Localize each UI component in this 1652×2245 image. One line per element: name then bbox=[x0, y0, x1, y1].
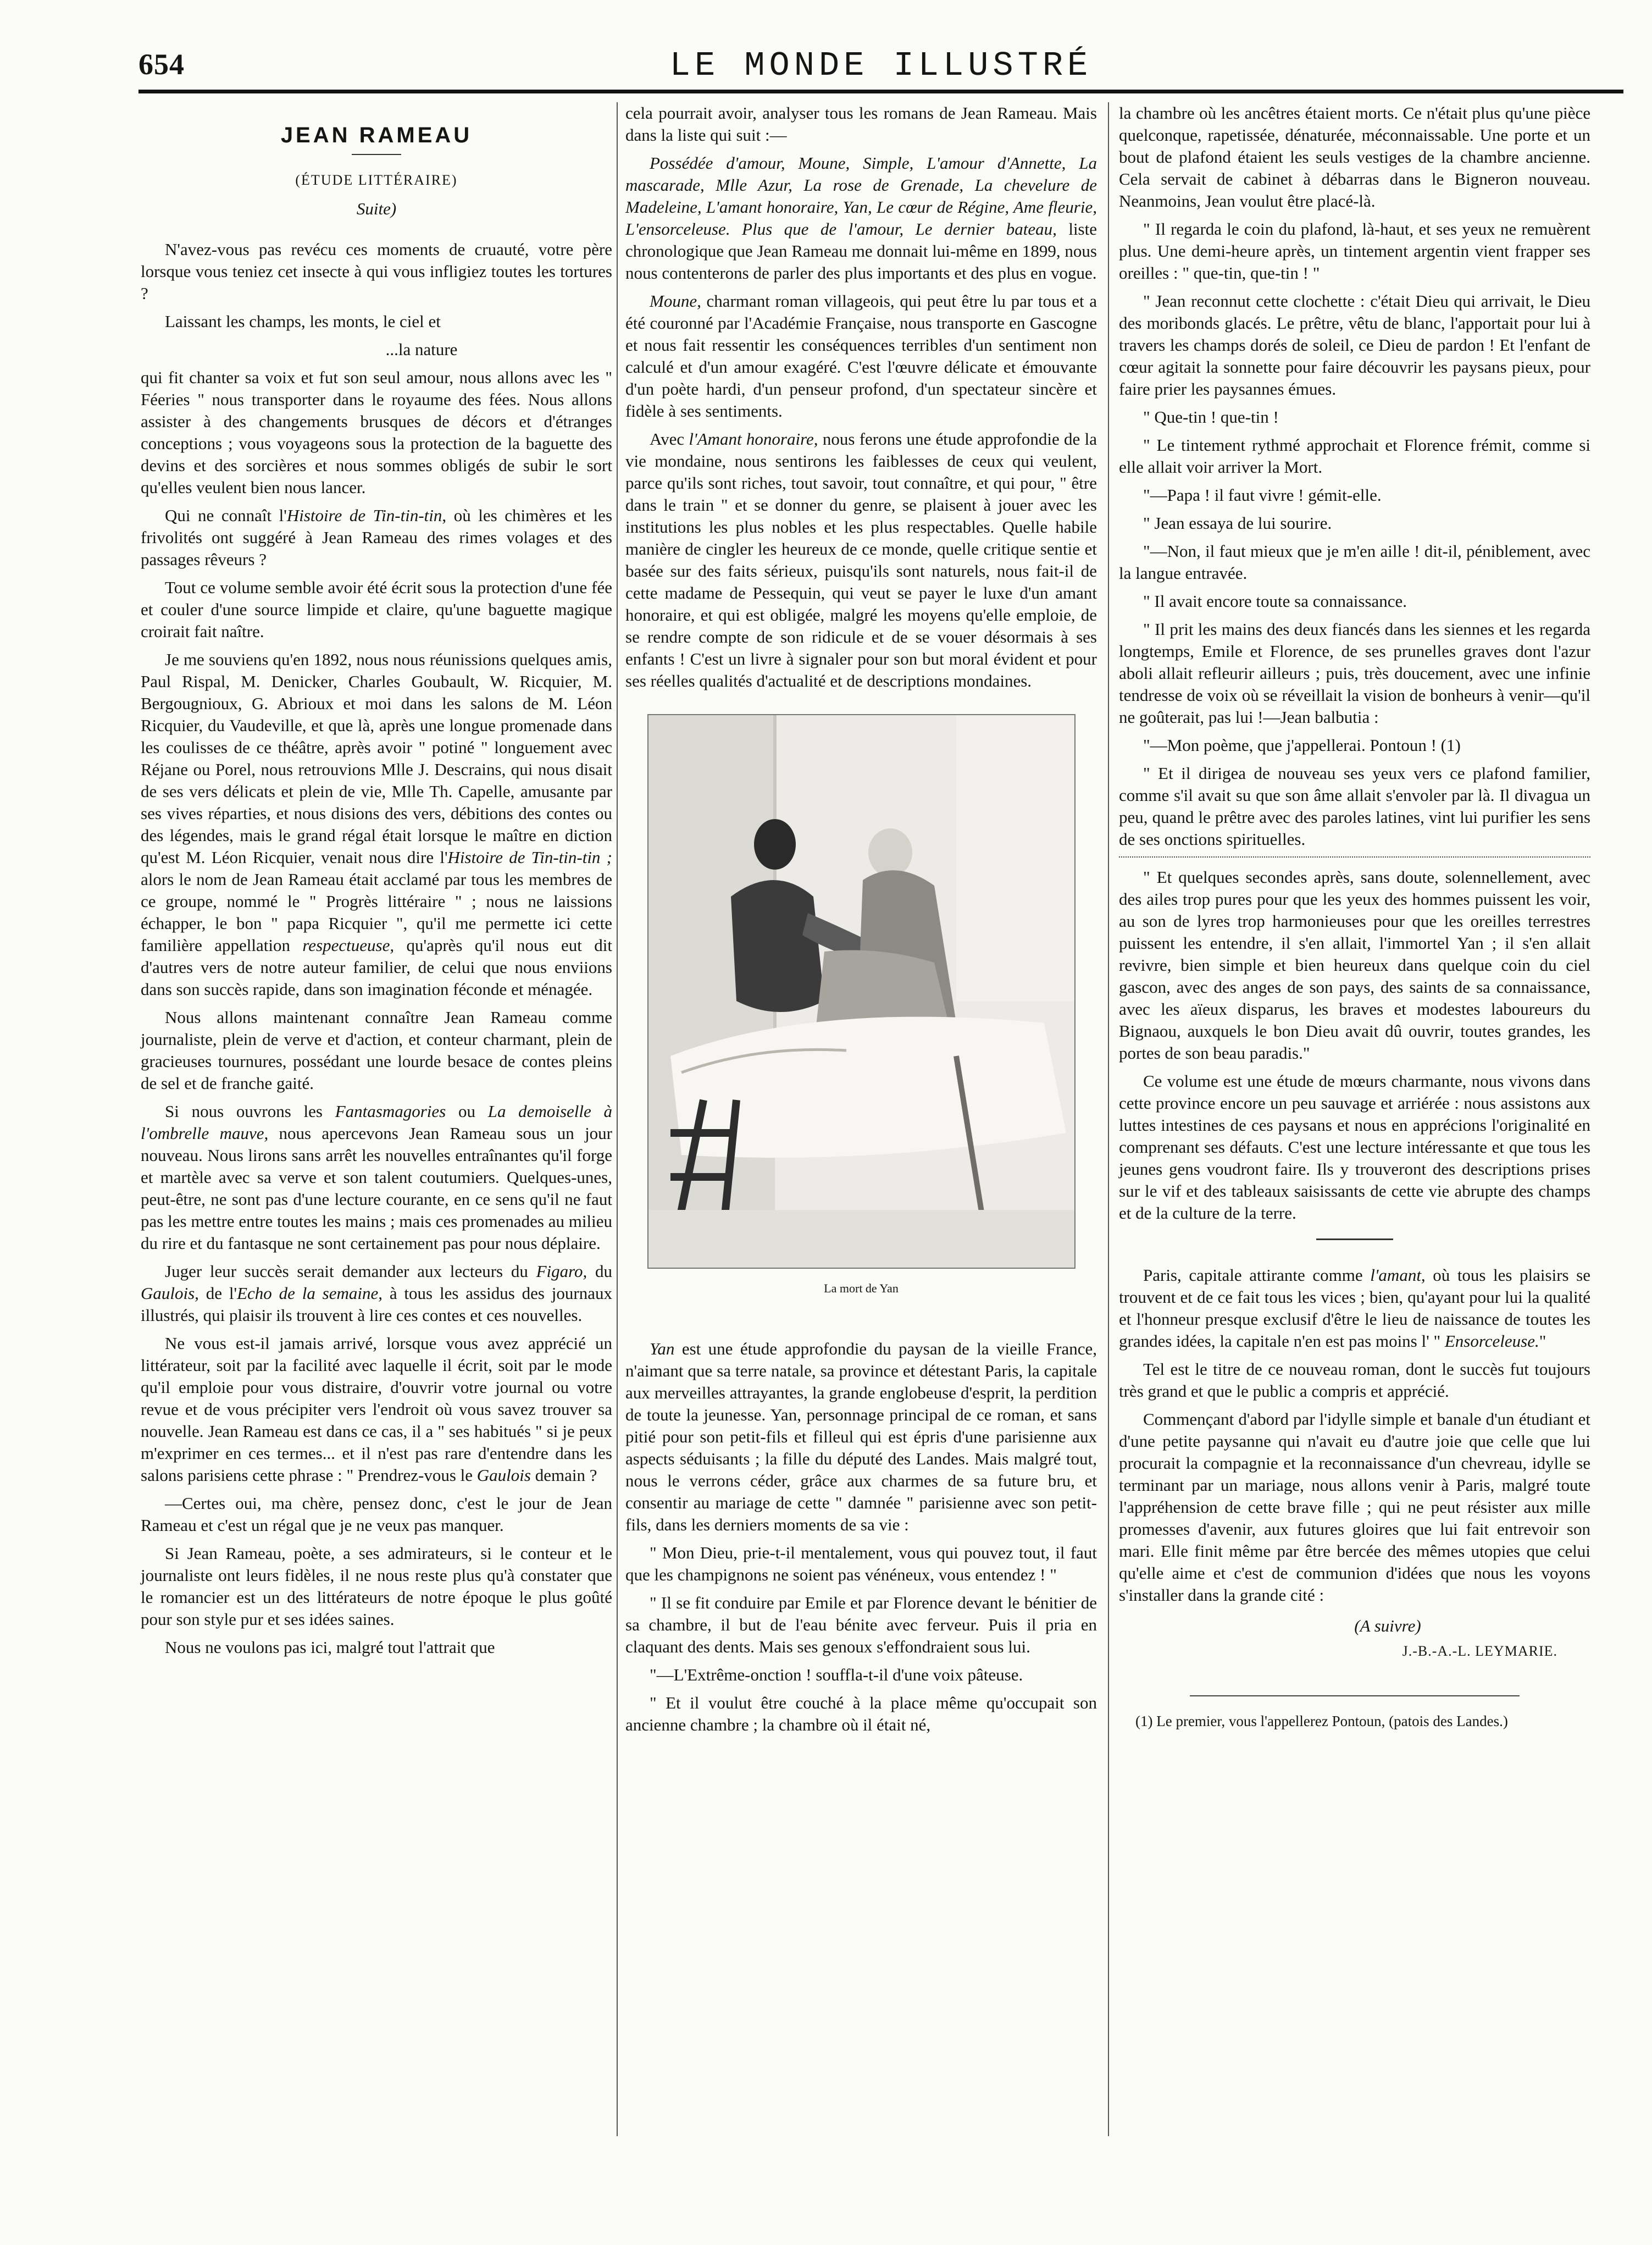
to-be-continued: (A suivre) bbox=[1354, 1616, 1421, 1635]
header-rule bbox=[138, 90, 1623, 93]
paragraph: cela pourrait avoir, analyser tous les romans de Jean Rameau. Mais dans la liste qui suit :— bbox=[625, 103, 1097, 145]
paragraph: la chambre où les ancêtres étaient morts. Ce n'était plus qu'une pièce quelconque, rapetissée, dénaturée, méconnaissable. Une porte et un bout de plafond étaient les seuls vestiges de la chambre ancienne. Cela servait de cabinet à débarras dans le Bigneron nouveau. Neanmoins, Jean voulut être placé-là. bbox=[1119, 103, 1590, 211]
paragraph: Je me souviens qu'en 1892, nous nous réunissions quelques amis, Paul Rispal, M. Denicker, Charles Goubault, W. Ricquier, M. Bergougnioux, G. Abrioux et moi dans les salons de M. Léon Ricquier, du Vaudeville, et que là, après une longue promenade dans les coulisses de ce théâtre, après avoir " potiné " longuement avec Réjane ou Porel, nous retrouvions Mlle J. Descrains, qui nous disait de ses vers délicats et plein de vie, Mlle Th. Capelle, amusante par ses vives réparties, et nous disions des vers, débitions des contes ou des légendes, mais le grand régal était lorsque le maître en diction qu'est M. Léon Ricquier, venait nous dire l'Histoire de Tin-tin-tin ; alors le nom de Jean Rameau était acclamé par tous les membres de ce groupe, nommé le " Progrès littéraire " ; nous ne laissions échapper, le bon " papa Ricquier ", qu'il me permette ici cette familière appellation respectueuse, qu'après qu'il nous eut dit d'autres vers de notre auteur familier, de celui que nous enviions dans son succès rapide, dans son imagination féconde et ménagée. bbox=[141, 650, 612, 999]
paragraph: Yan est une étude approfondie du paysan de la vieille France, n'aimant que sa terre natale, sa province et détestant Paris, la capitale aux merveilles attrayantes, la grande englobeuse d'esprit, la perdition de toute la jeunesse. Yan, personnage principal de ce roman, et sans pitié pour son petit-fils et filleul qui est épris d'une parisienne aux aspects séduisants ; la fille du député des Landes. Mais malgré tout, nous le verrons céder, grâce aux charmes de sa future bru, et consentir au mariage de cette " damnée " parisienne avec son petit-fils, dans les derniers moments de sa vie : bbox=[625, 1339, 1097, 1534]
paragraph: " Que-tin ! que-tin ! bbox=[1143, 407, 1279, 427]
author-signature: J.-B.-A.-L. LEYMARIE. bbox=[1402, 1643, 1557, 1659]
paragraph: "—Non, il faut mieux que je m'en aille ! dit-il, péniblement, avec la langue entravée. bbox=[1119, 541, 1590, 583]
journal-title: LE MONDE ILLUSTRÉ bbox=[669, 46, 1093, 85]
paragraph: " Il se fit conduire par Emile et par Florence devant le bénitier de sa chambre, il but de l'eau bénite avec ferveur. Puis il pria en claquant des dents. Mais ses genoux s'effondraient sous lui. bbox=[625, 1593, 1097, 1656]
paragraph: Ne vous est-il jamais arrivé, lorsque vous avez apprécié un littérateur, soit par la facilité avec laquelle il écrit, soit par le mode qu'il emploie pour vous distraire, d'ouvrir votre journal ou votre revue et de vous précipiter vers l'endroit où vous savez trouver sa nouvelle. Jean Rameau est dans ce cas, il a " ses habitués " si je peux m'exprimer en ces termes... et il n'est pas rare d'entendre dans les salons parisiens cette phrase : " Prendrez-vous le Gaulois demain ? bbox=[141, 1334, 612, 1485]
column-1 bbox=[141, 102, 612, 1665]
paragraph: Si Jean Rameau, poète, a ses admirateurs, si le conteur et le journaliste ont leurs fidèles, il ne nous reste plus qu'à constater que le romancier est un des littérateurs de notre époque le plus goûté pour son style pur et ses idées saines. bbox=[141, 1544, 612, 1629]
article-title: JEAN RAMEAU bbox=[280, 123, 473, 147]
column-3 bbox=[1119, 102, 1590, 1730]
paragraph: Si nous ouvrons les Fantasmagories ou La demoiselle à l'ombrelle mauve, nous apercevons Jean Rameau sous un jour nouveau. Nous lirons sans arrêt les nouvelles entraînantes qu'il forge et martèle avec sa verve et son talent coutumiers. Quelques-unes, peut-être, ne sont pas d'une lecture courante, en ce sens qu'il ne faut pas les mettre entre toutes les mains ; mais ces promenades au milieu du rire et du fantasque ne sont certainement pas pour nous déplaire. bbox=[141, 1102, 613, 1253]
page-header bbox=[138, 44, 1623, 90]
page-number: 654 bbox=[138, 48, 185, 81]
scene-drawing bbox=[648, 715, 1074, 1268]
column-2 bbox=[625, 102, 1097, 1742]
paragraph: Nous allons maintenant connaître Jean Rameau comme journaliste, plein de verve et d'action, et conteur charmant, plein de gracieuses tournures, possédant une lourde besace de contes pleins de sel et de franche gaité. bbox=[141, 1008, 612, 1093]
paragraph: "—Papa ! il faut vivre ! gémit-elle. bbox=[1143, 485, 1382, 505]
paragraph: —Certes oui, ma chère, pensez donc, c'est le jour de Jean Rameau et c'est un régal que je ne veux pas manquer. bbox=[141, 1494, 612, 1535]
paragraph: " Le tintement rythmé approchait et Florence frémit, comme si elle allait voir arriver la Mort. bbox=[1119, 435, 1590, 477]
paragraph: Qui ne connaît l'Histoire de Tin-tin-tin, où les chimères et les frivolités ont suggéré à Jean Rameau des rimes volages et des passages rêveurs ? bbox=[141, 506, 613, 569]
paragraph: " Il prit les mains des deux fiancés dans les siennes et les regarda longtemps, Emile et Florence, de ses prunelles graves dont l'azur aboli allait refleurir ailleurs ; puis, très doucement, avec une infinie tendresse de voix où se réveillait la vision de bonheurs à venir—qu'il ne goûterait, pas lui !—Jean balbutia : bbox=[1119, 620, 1590, 727]
paragraph: qui fit chanter sa voix et fut son seul amour, nous allons avec les " Féeries " nous transporter dans le royaume des fées. Nous allons assister à des changements brusques de décors et d'étranges conceptions ; vous voyageons sous la protection de la baguette des devins et des sorcières et nous sommes obligés de subir le sort qu'elles veulent bien nous lancer. bbox=[141, 368, 612, 497]
paragraph: " Il regarda le coin du plafond, là-haut, et ses yeux ne remuèrent plus. Une demi-heure après, un tintement argentin vient frapper ses oreilles : " que-tin, que-tin ! " bbox=[1119, 219, 1590, 283]
paragraph: Tel est le titre de ce nouveau roman, dont le succès fut toujours très grand et que le public a compris et apprécié. bbox=[1119, 1359, 1590, 1401]
paragraph: Commençant d'abord par l'idylle simple et banale d'un étudiant et d'une petite paysanne qui n'avait eu d'autre joie que celle que lui procurait la compagnie et la reconnaissance d'un chevreau, idylle se terminant par un mariage, nous allons venir à Paris, malgré toute l'appréhension de cette brave fille ; qui ne peut résister aux mille promesses d'avenir, aux futures gloires que lui fait entrevoir son mari. Elle finit même par être bercée des mêmes utopies que celui qu'elle aime et c'est de communion d'idées que nous les voyons s'installer dans la grande cité : bbox=[1119, 1409, 1590, 1605]
article-suite: Suite) bbox=[356, 199, 397, 218]
paragraph: Paris, capitale attirante comme l'amant, où tous les plaisirs se trouvent et de ce fait tous les vices ; bien, qu'ayant pour lui la qualité et l'honneur presque exclusif d'être le lieu de naissance de toutes les grandes idées, la capitale n'en est pas moins l' " Ensorceleuse." bbox=[1119, 1265, 1590, 1351]
dotted-separator bbox=[1119, 856, 1590, 858]
footnote-rule bbox=[1190, 1695, 1520, 1696]
paragraph: Ce volume est une étude de mœurs charmante, nous vivons dans cette province encore un peu sauvage et arriérée : nous assistons aux luttes intestines de ces paysans et nous en apprécions l'originalité en comprenant ses défauts. C'est une lecture intéressante et que tous les jeunes gens voudront faire. Ils y trouveront des descriptions prises sur le vif et des tableaux saisissants de cette vie abrupte des champs et de la culture de la terre. bbox=[1119, 1071, 1590, 1223]
paragraph: Moune, charmant roman villageois, qui peut être lu par tous et a été couronné par l'Académie Française, nous transporte en Gascogne et nous fait ressentir les conséquences terribles d'un sentiment non calculé et d'un amour exagéré. C'est l'œuvre délicate et émouvante d'un poète hardi, d'un penseur profond, d'un spectateur sincère et fidèle à ses sentiments. bbox=[625, 291, 1097, 421]
article-subtitle: (ÉTUDE LITTÉRAIRE) bbox=[295, 172, 458, 188]
paragraph: " Et quelques secondes après, sans doute, solennellement, avec des ailes trop pures pour que les yeux des hommes puissent les voir, au son de lyres trop harmonieuses pour que les oreilles terrestres puissent les entendre, il s'en allait, l'immortel Yan ; il s'en allait revivre, bien simple et bien heureux dans quelque coin du ciel gascon, avec des anges de son pays, des saints de sa connaissance, avec les aïeux disparus, les braves et modestes laboureurs du Bignaou, auxquels le bon Dieu avait dû ouvrir, toutes grandes, les portes de son beau paradis." bbox=[1119, 867, 1590, 1063]
paragraph: "—L'Extrême-onction ! souffla-t-il d'une voix pâteuse. bbox=[650, 1665, 1023, 1684]
verse-line: ...la nature bbox=[385, 340, 458, 359]
paragraph: " Et il voulut être couché à la place même qu'occupait son ancienne chambre ; la chambre où il était né, bbox=[625, 1693, 1097, 1734]
verse-line: Laissant les champs, les monts, le ciel et bbox=[165, 312, 441, 331]
paragraph: " Jean essaya de lui sourire. bbox=[1143, 513, 1332, 533]
paragraph: Possédée d'amour, Moune, Simple, L'amour d'Annette, La mascarade, Mlle Azur, La rose de Grenade, La chevelure de Madeleine, L'amant honoraire, Yan, Le cœur de Régine, Ame fleurie, L'ensorceleuse. Plus que de l'amour, Le dernier bateau, liste chronologique que Jean Rameau me donnait lui-même en 1899, nous nous contenterons de parler des plus importants et des plus en vogue. bbox=[625, 153, 1097, 283]
illustration-caption: La mort de Yan bbox=[824, 1281, 899, 1295]
paragraph: " Il avait encore toute sa connaissance. bbox=[1143, 591, 1407, 611]
footnote: (1) Le premier, vous l'appellerez Pontoun, (patois des Landes.) bbox=[1135, 1713, 1508, 1729]
title-rule bbox=[352, 154, 401, 155]
paragraph: Nous ne voulons pas ici, malgré tout l'attrait que bbox=[165, 1638, 495, 1657]
paragraph: Tout ce volume semble avoir été écrit sous la protection d'une fée et couler d'une source limpide et claire, qu'une baguette magique croirait fait naître. bbox=[141, 578, 612, 641]
column-divider bbox=[1108, 102, 1109, 2136]
paragraph: " Et il dirigea de nouveau ses yeux vers ce plafond familier, comme s'il avait su que son âme allait s'envoler par là. Il divagua un peu, quand le prêtre avec des paroles latines, vint lui purifier les sens de ses onctions spirituelles. bbox=[1119, 764, 1590, 849]
paragraph: Juger leur succès serait demander aux lecteurs du Figaro, du Gaulois, de l'Echo de la semaine, à tous les assidus des journaux illustrés, qui plaisir ils trouvent à lire ces contes et ces nouvelles. bbox=[141, 1262, 613, 1325]
paragraph: " Jean reconnut cette clochette : c'était Dieu qui arrivait, le Dieu des moribonds glacés. Le prêtre, vêtu de blanc, l'apportait pour lui à travers les champs dorés de soleil, ce Dieu de pardon ! Et l'enfant de cœur agitait la sonnette pour faire découvrir les paysans pieux, pour faire prier les paysannes émues. bbox=[1119, 291, 1590, 399]
paragraph: " Mon Dieu, prie-t-il mentalement, vous qui pouvez tout, il faut que les champignons ne soient pas vénéneux, vous entendez ! " bbox=[625, 1543, 1097, 1584]
paragraph: N'avez-vous pas revécu ces moments de cruauté, votre père lorsque vous teniez cet insecte à qui vous infligiez toutes les tortures ? bbox=[141, 240, 612, 303]
paragraph: Avec l'Amant honoraire, nous ferons une étude approfondie de la vie mondaine, nous sentirons les faiblesses de ceux qui veulent, parce qu'ils sont riches, tout savoir, tout connaître, et qui pour, " être dans le train " et se donner du genre, se plaisent à jouer avec les institutions les plus nobles et les plus respectables. Quelle habile manière de cingler les heureux de ce monde, quelle critique sentie et basée sur des faits sérieux, puisqu'ils sont naturels, nous fait-il de cette madame de Pessequin, qui veut se payer le luxe d'un amant honoraire, et qui est obligée, malgré les moyens qu'elle emploie, de se rendre compte de son ridicule et de se vouer désormais à ses enfants ! C'est un livre à signaler pour son but moral évident et pour ses réelles qualités d'actualité et de descriptions mondaines. bbox=[625, 429, 1097, 690]
illustration-photo bbox=[647, 714, 1076, 1269]
column-divider bbox=[617, 102, 618, 2136]
paragraph: "—Mon poème, que j'appellerai. Pontoun ! (1) bbox=[1143, 736, 1461, 755]
section-rule bbox=[1316, 1238, 1393, 1240]
